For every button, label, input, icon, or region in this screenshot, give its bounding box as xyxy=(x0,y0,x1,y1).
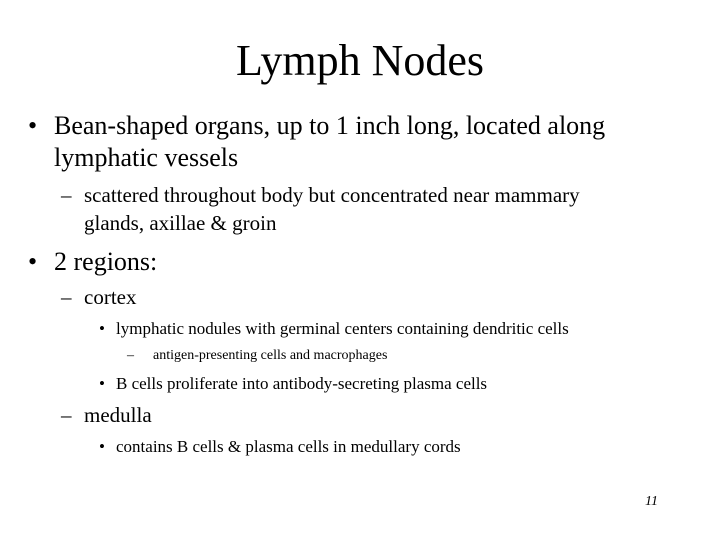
bullet-text: medulla xyxy=(84,403,152,427)
bullet-text: Bean-shaped organs, up to 1 inch long, located along xyxy=(54,111,606,140)
bullet-marker: • xyxy=(28,111,38,140)
bullet-text: cortex xyxy=(84,285,137,309)
bullet-marker: – xyxy=(61,285,72,309)
bullet-text: antigen-presenting cells and macrophages xyxy=(153,348,388,363)
bullet-marker: • xyxy=(99,374,105,393)
bullet-text: lymphatic nodules with germinal centers containing dendritic cells xyxy=(116,319,569,338)
slide-title: Lymph Nodes xyxy=(235,36,485,85)
bullet-marker: • xyxy=(99,319,105,338)
bullet-text: contains B cells & plasma cells in medullary cords xyxy=(116,437,461,456)
bullet-marker: • xyxy=(99,437,105,456)
bullet-text: 2 regions: xyxy=(54,247,158,276)
bullet-text: lymphatic vessels xyxy=(54,143,239,172)
bullet-text: glands, axillae & groin xyxy=(84,211,277,235)
bullet-marker: – xyxy=(61,403,72,427)
bullet-marker: – xyxy=(127,348,134,363)
bullet-text: B cells proliferate into antibody-secreting plasma cells xyxy=(116,374,488,393)
bullet-marker: – xyxy=(61,183,72,207)
bullet-text: scattered throughout body but concentrated near mammary xyxy=(84,183,580,207)
page-number: 11 xyxy=(645,494,658,509)
bullet-marker: • xyxy=(28,247,38,276)
